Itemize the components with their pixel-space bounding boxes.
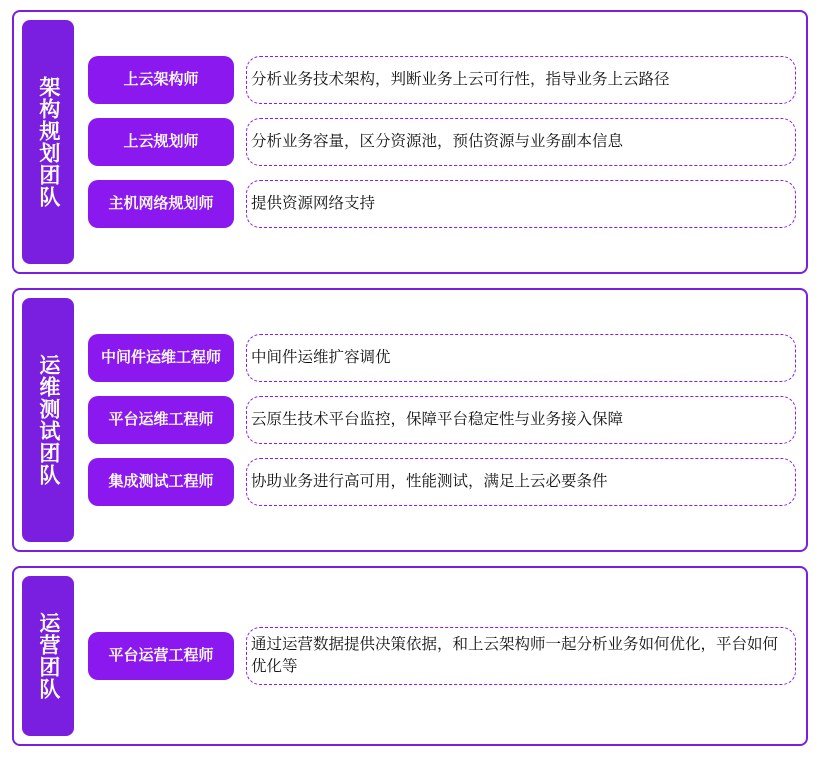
role-row [88, 458, 796, 506]
team-group-architecture-planning [12, 10, 808, 274]
team-group-label: 架构规划团队 [22, 20, 74, 264]
role-badge[interactable]: 主机网络规划师 [88, 180, 234, 228]
role-row [88, 180, 796, 228]
role-row-list [74, 20, 796, 264]
role-description [246, 180, 796, 228]
role-description-text: 协助业务进行高可用，性能测试，满足上云必要条件 [251, 472, 608, 490]
role-description-text: 云原生技术平台监控，保障平台稳定性与业务接入保障 [251, 410, 624, 428]
role-badge[interactable]: 平台运营工程师 [88, 632, 234, 680]
role-description-text: 提供资源网络支持 [251, 194, 376, 212]
role-badge[interactable]: 中间件运维工程师 [88, 334, 234, 382]
role-description-text: 分析业务容量，区分资源池，预估资源与业务副本信息 [251, 132, 624, 150]
role-description [246, 118, 796, 166]
role-row-list [74, 576, 796, 736]
team-group-label: 运维测试团队 [22, 298, 74, 542]
role-description [246, 396, 796, 444]
role-row [88, 627, 796, 686]
role-badge[interactable]: 平台运维工程师 [88, 396, 234, 444]
role-row-list [74, 298, 796, 542]
role-description [246, 458, 796, 506]
role-row [88, 56, 796, 104]
role-badge[interactable]: 上云架构师 [88, 56, 234, 104]
role-description-text: 分析业务技术架构，判断业务上云可行性，指导业务上云路径 [251, 70, 670, 88]
role-description [246, 334, 796, 382]
team-group-operations [12, 566, 808, 746]
team-group-label: 运营团队 [22, 576, 74, 736]
role-description [246, 627, 796, 686]
role-row [88, 396, 796, 444]
role-description-text: 通过运营数据提供决策依据，和上云架构师一起分析业务如何优化，平台如何优化等 [251, 635, 779, 675]
team-group-ops-test [12, 288, 808, 552]
role-description-text: 中间件运维扩容调优 [251, 348, 391, 366]
role-badge[interactable]: 集成测试工程师 [88, 458, 234, 506]
role-badge[interactable]: 上云规划师 [88, 118, 234, 166]
role-description [246, 56, 796, 104]
role-row [88, 334, 796, 382]
role-row [88, 118, 796, 166]
